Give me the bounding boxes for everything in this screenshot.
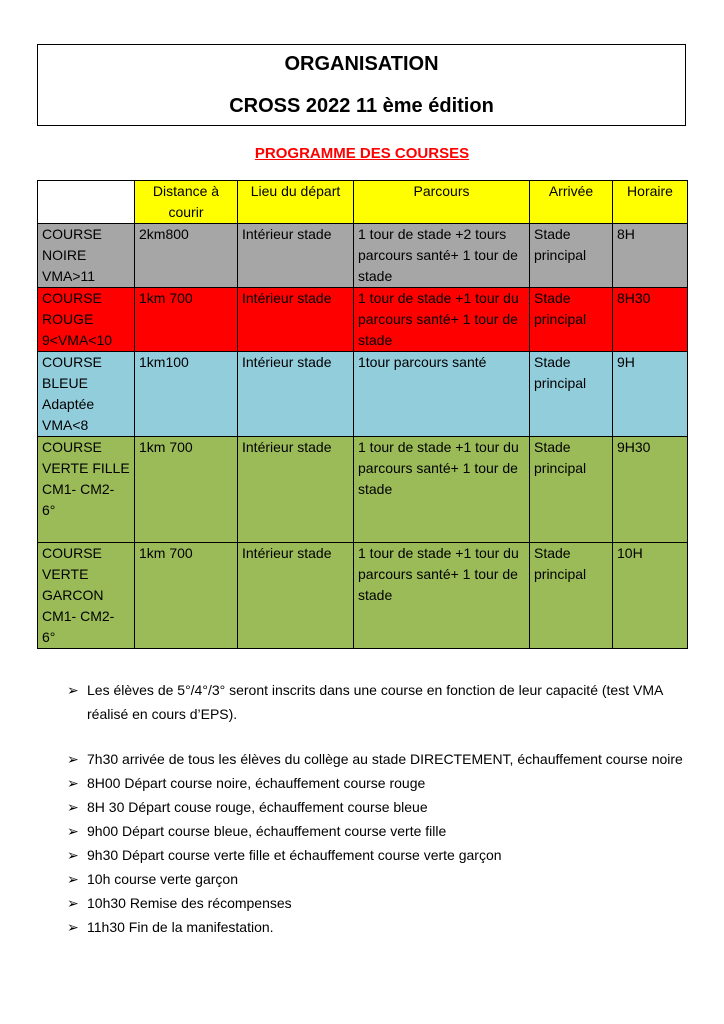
course-parcours: 1 tour de stade +1 tour du parcours santé+ 1 tour de stade — [354, 288, 530, 352]
title-box — [37, 44, 686, 126]
list-item-text: 9h30 Départ course verte fille et échauffement course verte garçon — [87, 847, 502, 863]
course-distance: 1km 700 — [135, 288, 238, 352]
schedule-list — [67, 678, 697, 939]
list-item — [67, 843, 697, 867]
table-row — [38, 288, 688, 352]
table-row — [38, 352, 688, 437]
list-item — [67, 867, 697, 891]
course-name: COURSE ROUGE 9<VMA<10 — [38, 288, 135, 352]
arrow-bullet-icon: ➢ — [67, 751, 79, 767]
course-name: COURSE VERTE FILLE CM1- CM2- 6° — [38, 437, 135, 543]
course-arrivee: Stade principal — [530, 437, 613, 543]
list-item — [67, 891, 697, 915]
list-item-text: 9h00 Départ course bleue, échauffement course verte fille — [87, 823, 447, 839]
list-item — [67, 915, 697, 939]
course-name: COURSE NOIRE VMA>11 — [38, 224, 135, 288]
arrow-bullet-icon: ➢ — [67, 847, 79, 863]
course-lieu: Intérieur stade — [238, 352, 354, 437]
list-item — [67, 819, 697, 843]
list-item-text: 7h30 arrivée de tous les élèves du collège au stade DIRECTEMENT, échauffement course noire — [87, 751, 683, 767]
course-horaire: 8H — [613, 224, 688, 288]
event-title: CROSS 2022 11 ème édition — [229, 95, 494, 117]
course-horaire: 8H30 — [613, 288, 688, 352]
course-distance: 2km800 — [135, 224, 238, 288]
header-cell-empty — [38, 181, 135, 224]
course-horaire: 10H — [613, 543, 688, 649]
arrow-bullet-icon: ➢ — [67, 799, 79, 815]
course-name: COURSE BLEUE Adaptée VMA<8 — [38, 352, 135, 437]
table-row — [38, 543, 688, 649]
course-parcours: 1 tour de stade +1 tour du parcours santé+ 1 tour de stade — [354, 437, 530, 543]
course-parcours: 1 tour de stade +2 tours parcours santé+ 1 tour de stade — [354, 224, 530, 288]
header-distance: Distance à courir — [135, 181, 238, 224]
list-item — [67, 771, 697, 795]
course-lieu: Intérieur stade — [238, 437, 354, 543]
list-item — [67, 795, 697, 819]
course-lieu: Intérieur stade — [238, 543, 354, 649]
course-name: COURSE VERTE GARCON CM1- CM2- 6° — [38, 543, 135, 649]
arrow-bullet-icon: ➢ — [67, 919, 79, 935]
table-row — [38, 437, 688, 543]
list-item-text: 10h course verte garçon — [87, 871, 238, 887]
course-distance: 1km 700 — [135, 437, 238, 543]
header-arrivee: Arrivée — [530, 181, 613, 224]
section-title: PROGRAMME DES COURSES — [254, 145, 470, 162]
arrow-bullet-icon: ➢ — [67, 871, 79, 887]
list-item — [67, 747, 697, 771]
table-header-row — [38, 181, 688, 224]
course-arrivee: Stade principal — [530, 224, 613, 288]
document-title: ORGANISATION — [284, 53, 439, 75]
list-item-text: 11h30 Fin de la manifestation. — [87, 919, 274, 935]
arrow-bullet-icon: ➢ — [67, 775, 79, 791]
list-item-text: 8H 30 Départ couse rouge, échauffement course bleue — [87, 799, 428, 815]
course-arrivee: Stade principal — [530, 288, 613, 352]
course-arrivee: Stade principal — [530, 352, 613, 437]
program-table — [37, 180, 688, 649]
arrow-bullet-icon: ➢ — [67, 823, 79, 839]
header-horaire: Horaire — [613, 181, 688, 224]
list-item-text: 10h30 Remise des récompenses — [87, 895, 292, 911]
list-item-text: Les élèves de 5°/4°/3° seront inscrits dans une course en fonction de leur capacité (test VMA réalisé en cours d’EPS). — [87, 682, 663, 722]
list-item-text: 8H00 Départ course noire, échauffement course rouge — [87, 775, 426, 791]
course-lieu: Intérieur stade — [238, 224, 354, 288]
list-item — [67, 678, 697, 726]
header-lieu: Lieu du départ — [238, 181, 354, 224]
course-lieu: Intérieur stade — [238, 288, 354, 352]
arrow-bullet-icon: ➢ — [67, 682, 79, 698]
course-parcours: 1 tour de stade +1 tour du parcours santé+ 1 tour de stade — [354, 543, 530, 649]
course-horaire: 9H30 — [613, 437, 688, 543]
course-arrivee: Stade principal — [530, 543, 613, 649]
course-horaire: 9H — [613, 352, 688, 437]
course-distance: 1km 700 — [135, 543, 238, 649]
header-parcours: Parcours — [354, 181, 530, 224]
course-distance: 1km100 — [135, 352, 238, 437]
course-parcours: 1tour parcours santé — [354, 352, 530, 437]
table-row — [38, 224, 688, 288]
arrow-bullet-icon: ➢ — [67, 895, 79, 911]
